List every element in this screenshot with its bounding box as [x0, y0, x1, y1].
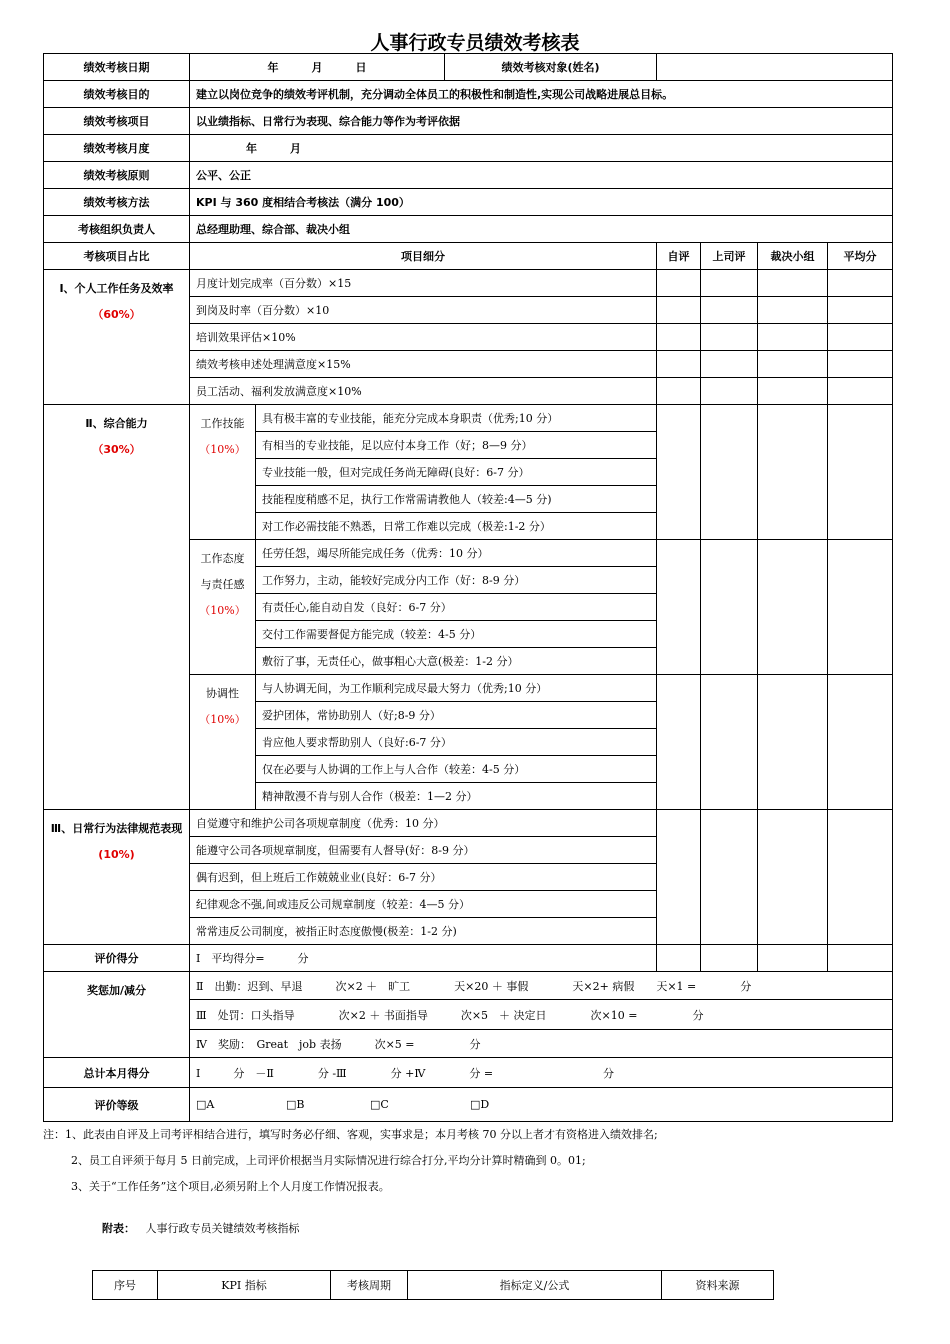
coordination-item: 仅在必要与人协调的工作上与人合作（较差：4-5 分） — [256, 756, 657, 783]
grade-a-checkbox[interactable]: □A — [196, 1098, 215, 1111]
appendix-text: 人事行政专员关键绩效考核指标 — [145, 1222, 300, 1235]
section1-item: 绩效考核申述处理满意度×15% — [190, 351, 657, 378]
boss-score-cell[interactable] — [701, 297, 758, 324]
self-score-cell[interactable] — [657, 351, 701, 378]
reward-row[interactable]: Ⅳ 奖励： Great job 表扬 次×5 = 分 — [190, 1030, 893, 1058]
attitude-item: 交付工作需要督促方能完成（较差：4-5 分） — [256, 621, 657, 648]
panel-score-cell[interactable] — [758, 540, 828, 675]
panel-score-cell[interactable] — [758, 270, 828, 297]
notes — [43, 1122, 658, 1200]
col-ratio: 考核项目占比 — [44, 243, 190, 270]
section3-item: 纪律观念不强,间或违反公司规章制度（较差：4—5 分） — [190, 891, 657, 918]
col-avg: 平均分 — [828, 243, 893, 270]
section1-item: 员工活动、福利发放满意度×10% — [190, 378, 657, 405]
panel-score-cell[interactable] — [758, 324, 828, 351]
total-label: 总计本月得分 — [44, 1058, 190, 1088]
org-value: 总经理助理、综合部、裁决小组 — [190, 216, 893, 243]
boss-score-cell[interactable] — [701, 405, 758, 540]
panel-score-cell[interactable] — [758, 945, 828, 972]
section3-label: Ⅲ、日常行为法律规范表现(10%) — [44, 810, 190, 945]
skill-item: 具有极丰富的专业技能，能充分完成本身职责（优秀;10 分） — [256, 405, 657, 432]
score-value[interactable]: Ⅰ 平均得分= 分 — [190, 945, 657, 972]
avg-score-cell[interactable] — [828, 351, 893, 378]
avg-score-cell[interactable] — [828, 297, 893, 324]
skill-group-label: 工作技能 （10%） — [190, 405, 256, 540]
skill-item: 对工作必需技能不熟悉，日常工作难以完成（极差:1-2 分） — [256, 513, 657, 540]
item-value: 以业绩指标、日常行为表现、综合能力等作为考评依据 — [190, 108, 893, 135]
appendix — [102, 1220, 300, 1236]
avg-score-cell[interactable] — [828, 540, 893, 675]
section1-item: 培训效果评估×10% — [190, 324, 657, 351]
self-score-cell[interactable] — [657, 297, 701, 324]
kpi-col-definition: 指标定义/公式 — [408, 1271, 662, 1300]
kpi-col-indicator: KPI 指标 — [158, 1271, 331, 1300]
attitude-item: 有责任心,能自动自发（良好：6-7 分） — [256, 594, 657, 621]
avg-score-cell[interactable] — [828, 324, 893, 351]
attitude-item: 任劳任怨，竭尽所能完成任务（优秀：10 分） — [256, 540, 657, 567]
purpose-value: 建立以岗位竞争的绩效考评机制，充分调动全体员工的积极性和制造性,实现公司战略进展总目标。 — [190, 81, 893, 108]
col-detail: 项目细分 — [190, 243, 657, 270]
section3-item: 偶有迟到，但上班后工作兢兢业业(良好：6-7 分） — [190, 864, 657, 891]
grade-d-checkbox[interactable]: □D — [470, 1098, 490, 1111]
kpi-col-no: 序号 — [93, 1271, 158, 1300]
panel-score-cell[interactable] — [758, 810, 828, 945]
month-label: 绩效考核月度 — [44, 135, 190, 162]
avg-score-cell[interactable] — [828, 378, 893, 405]
date-field[interactable]: 年 月 日 — [190, 54, 445, 81]
appendix-label: 附表： — [102, 1222, 135, 1235]
appraisal-table — [43, 53, 893, 1122]
grade-options — [190, 1088, 893, 1122]
panel-score-cell[interactable] — [758, 378, 828, 405]
boss-score-cell[interactable] — [701, 675, 758, 810]
page-title: 人事行政专员绩效考核表 — [370, 32, 580, 54]
section3-item: 自觉遵守和维护公司各项规章制度（优秀：10 分） — [190, 810, 657, 837]
attitude-item: 敷衍了事，无责任心，做事粗心大意(极差：1-2 分） — [256, 648, 657, 675]
target-label: 绩效考核对象(姓名) — [445, 54, 657, 81]
self-score-cell[interactable] — [657, 324, 701, 351]
attitude-item: 工作努力，主动，能较好完成分内工作（好：8-9 分） — [256, 567, 657, 594]
panel-score-cell[interactable] — [758, 405, 828, 540]
boss-score-cell[interactable] — [701, 378, 758, 405]
score-label: 评价得分 — [44, 945, 190, 972]
note-2: 2、员工自评须于每月 5 日前完成，上司评价根据当月实际情况进行综合打分,平均分计算时精确到 0。01; — [71, 1154, 586, 1167]
coordination-group-label: 协调性 （10%） — [190, 675, 256, 810]
coordination-item: 与人协调无间，为工作顺利完成尽最大努力（优秀;10 分） — [256, 675, 657, 702]
grade-label: 评价等级 — [44, 1088, 190, 1122]
boss-score-cell[interactable] — [701, 540, 758, 675]
target-field[interactable] — [657, 54, 893, 81]
avg-score-cell[interactable] — [828, 675, 893, 810]
self-score-cell[interactable] — [657, 378, 701, 405]
note-3: 3、关于“工作任务”这个项目,必须另附上个人月度工作情况报表。 — [71, 1180, 390, 1193]
self-score-cell[interactable] — [657, 540, 701, 675]
date-label: 绩效考核日期 — [44, 54, 190, 81]
self-score-cell[interactable] — [657, 810, 701, 945]
self-score-cell[interactable] — [657, 945, 701, 972]
section1-label: Ⅰ、个人工作任务及效率 （60%） — [44, 270, 190, 405]
avg-score-cell[interactable] — [828, 270, 893, 297]
total-value[interactable]: Ⅰ 分 －Ⅱ 分 -Ⅲ 分 +Ⅳ 分 = 分 — [190, 1058, 893, 1088]
skill-item: 有相当的专业技能，足以应付本身工作（好；8—9 分） — [256, 432, 657, 459]
self-score-cell[interactable] — [657, 405, 701, 540]
principle-value: 公平、公正 — [190, 162, 893, 189]
coordination-item: 爱护团体，常协助别人（好;8-9 分） — [256, 702, 657, 729]
grade-b-checkbox[interactable]: □B — [286, 1098, 305, 1111]
purpose-label: 绩效考核目的 — [44, 81, 190, 108]
section1-item: 到岗及时率（百分数）×10 — [190, 297, 657, 324]
panel-score-cell[interactable] — [758, 675, 828, 810]
month-field[interactable]: 年 月 — [190, 135, 893, 162]
attitude-group-label: 工作态度与责任感 （10%） — [190, 540, 256, 675]
method-value: KPI 与 360 度相结合考核法（满分 100） — [190, 189, 893, 216]
avg-score-cell[interactable] — [828, 405, 893, 540]
avg-score-cell[interactable] — [828, 810, 893, 945]
kpi-col-source: 资料来源 — [662, 1271, 774, 1300]
coordination-item: 肯应他人要求帮助别人（良好:6-7 分） — [256, 729, 657, 756]
kpi-table — [92, 1270, 774, 1300]
kpi-col-period: 考核周期 — [331, 1271, 408, 1300]
bonus-label: 奖惩加/减分 — [44, 972, 190, 1058]
coordination-item: 精神散漫不肯与别人合作（极差：1—2 分） — [256, 783, 657, 810]
col-panel: 裁决小组 — [758, 243, 828, 270]
avg-score-cell[interactable] — [828, 945, 893, 972]
section2-label: Ⅱ、综合能力 （30%） — [44, 405, 190, 810]
skill-item: 技能程度稍感不足，执行工作常需请教他人（较差:4—5 分) — [256, 486, 657, 513]
method-label: 绩效考核方法 — [44, 189, 190, 216]
boss-score-cell[interactable] — [701, 945, 758, 972]
self-score-cell[interactable] — [657, 675, 701, 810]
boss-score-cell[interactable] — [701, 351, 758, 378]
section3-item: 能遵守公司各项规章制度，但需要有人督导(好：8-9 分） — [190, 837, 657, 864]
col-self: 自评 — [657, 243, 701, 270]
self-score-cell[interactable] — [657, 270, 701, 297]
skill-item: 专业技能一般，但对完成任务尚无障碍(良好：6-7 分） — [256, 459, 657, 486]
panel-score-cell[interactable] — [758, 351, 828, 378]
boss-score-cell[interactable] — [701, 324, 758, 351]
penalty-row[interactable]: Ⅲ 处罚：口头指导 次×2 ＋ 书面指导 次×5 ＋ 决定日 次×10 = 分 — [190, 1000, 893, 1030]
note-1: 注：1、此表由自评及上司考评相结合进行，填写时务必仔细、客观，实事求是；本月考核 70 分以上者才有资格进入绩效排名; — [43, 1128, 658, 1141]
section3-item: 常常违反公司制度，被指正时态度傲慢(极差：1-2 分) — [190, 918, 657, 945]
item-label: 绩效考核项目 — [44, 108, 190, 135]
boss-score-cell[interactable] — [701, 270, 758, 297]
section1-item: 月度计划完成率（百分数）×15 — [190, 270, 657, 297]
principle-label: 绩效考核原则 — [44, 162, 190, 189]
panel-score-cell[interactable] — [758, 297, 828, 324]
attendance-row[interactable]: Ⅱ 出勤：迟到、早退 次×2 ＋ 旷工 天×20 ＋ 事假 天×2+ 病假 天×1 = 分 — [190, 972, 893, 1000]
org-label: 考核组织负责人 — [44, 216, 190, 243]
boss-score-cell[interactable] — [701, 810, 758, 945]
grade-c-checkbox[interactable]: □C — [370, 1098, 389, 1111]
col-boss: 上司评 — [701, 243, 758, 270]
